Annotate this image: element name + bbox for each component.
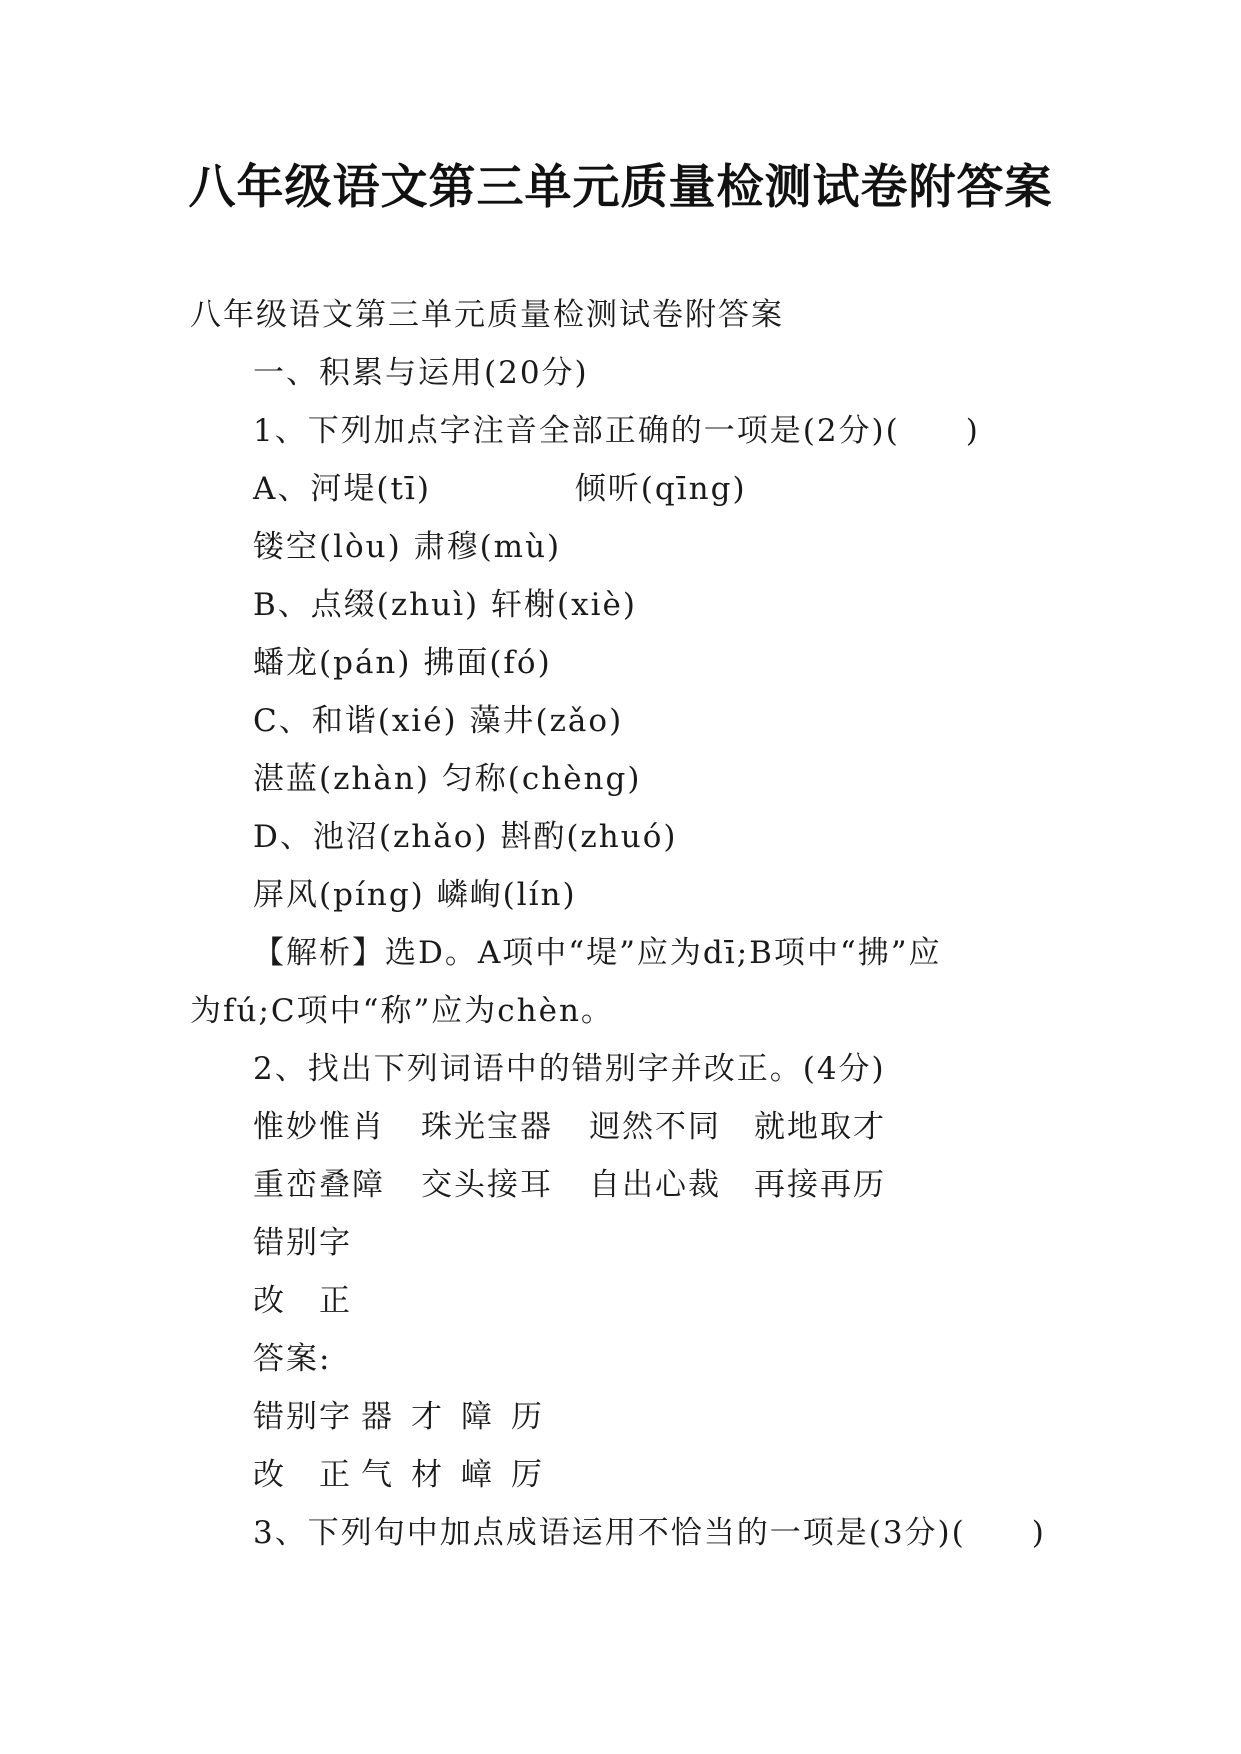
answer-cell: 障	[461, 1399, 494, 1435]
word-item: 珠光宝器	[421, 1109, 553, 1145]
document-body	[190, 286, 1060, 1562]
option-c-line1: C、和谐(xié) 藻井(zǎo)	[253, 703, 624, 739]
word-item: 重峦叠障	[253, 1167, 385, 1203]
answer-row-label: 错别字	[253, 1399, 352, 1435]
option-a-line2: 镂空(lòu) 肃穆(mù)	[253, 529, 562, 565]
page-title: 八年级语文第三单元质量检测试卷附答案	[188, 160, 1053, 215]
word-item: 交头接耳	[421, 1167, 553, 1203]
word-item: 惟妙惟肖	[253, 1109, 385, 1145]
answer-row-label: 改 正	[253, 1457, 352, 1493]
answer-cell: 气	[361, 1457, 394, 1493]
answer-cell: 厉	[511, 1457, 544, 1493]
option-a-line1: A、河堤(tī) 倾听(qīng)	[253, 471, 747, 507]
option-d-line2: 屏风(píng) 嶙峋(lín)	[253, 877, 577, 913]
correction-label: 改 正	[253, 1283, 352, 1319]
word-item: 再接再历	[754, 1167, 886, 1203]
answer-cell: 嶂	[461, 1457, 494, 1493]
question-1: 1、下列加点字注音全部正确的一项是(2分)( )	[253, 413, 980, 449]
option-b-line1: B、点缀(zhuì) 轩榭(xiè)	[253, 587, 637, 623]
option-d-line1: D、池沼(zhǎo) 斟酌(zhuó)	[253, 819, 678, 855]
analysis-line2: 为fú;C项中“称”应为chèn。	[190, 993, 614, 1029]
word-item: 迥然不同	[589, 1109, 721, 1145]
answer-row-wrong	[190, 1388, 1060, 1446]
analysis-line1: 【解析】选D。A项中“堤”应为dī;B项中“拂”应	[253, 935, 942, 971]
subtitle-line: 八年级语文第三单元质量检测试卷附答案	[190, 297, 784, 333]
section-heading: 一、积累与运用(20分)	[253, 355, 589, 391]
word-row-2	[190, 1156, 1060, 1214]
answer-row-correct	[190, 1446, 1060, 1504]
answer-cell: 历	[511, 1399, 544, 1435]
answer-label: 答案:	[253, 1341, 332, 1377]
word-item: 就地取才	[754, 1109, 886, 1145]
option-b-line2: 蟠龙(pán) 拂面(fó)	[253, 645, 552, 681]
option-c-line2: 湛蓝(zhàn) 匀称(chèng)	[253, 761, 642, 797]
answer-cell: 器	[361, 1399, 394, 1435]
wrong-char-label: 错别字	[253, 1225, 352, 1261]
question-2: 2、找出下列词语中的错别字并改正。(4分)	[253, 1051, 886, 1087]
answer-cell: 才	[411, 1399, 444, 1435]
word-item: 自出心裁	[589, 1167, 721, 1203]
answer-cell: 材	[411, 1457, 444, 1493]
question-3: 3、下列句中加点成语运用不恰当的一项是(3分)( )	[253, 1515, 1046, 1551]
word-row-1	[190, 1098, 1060, 1156]
